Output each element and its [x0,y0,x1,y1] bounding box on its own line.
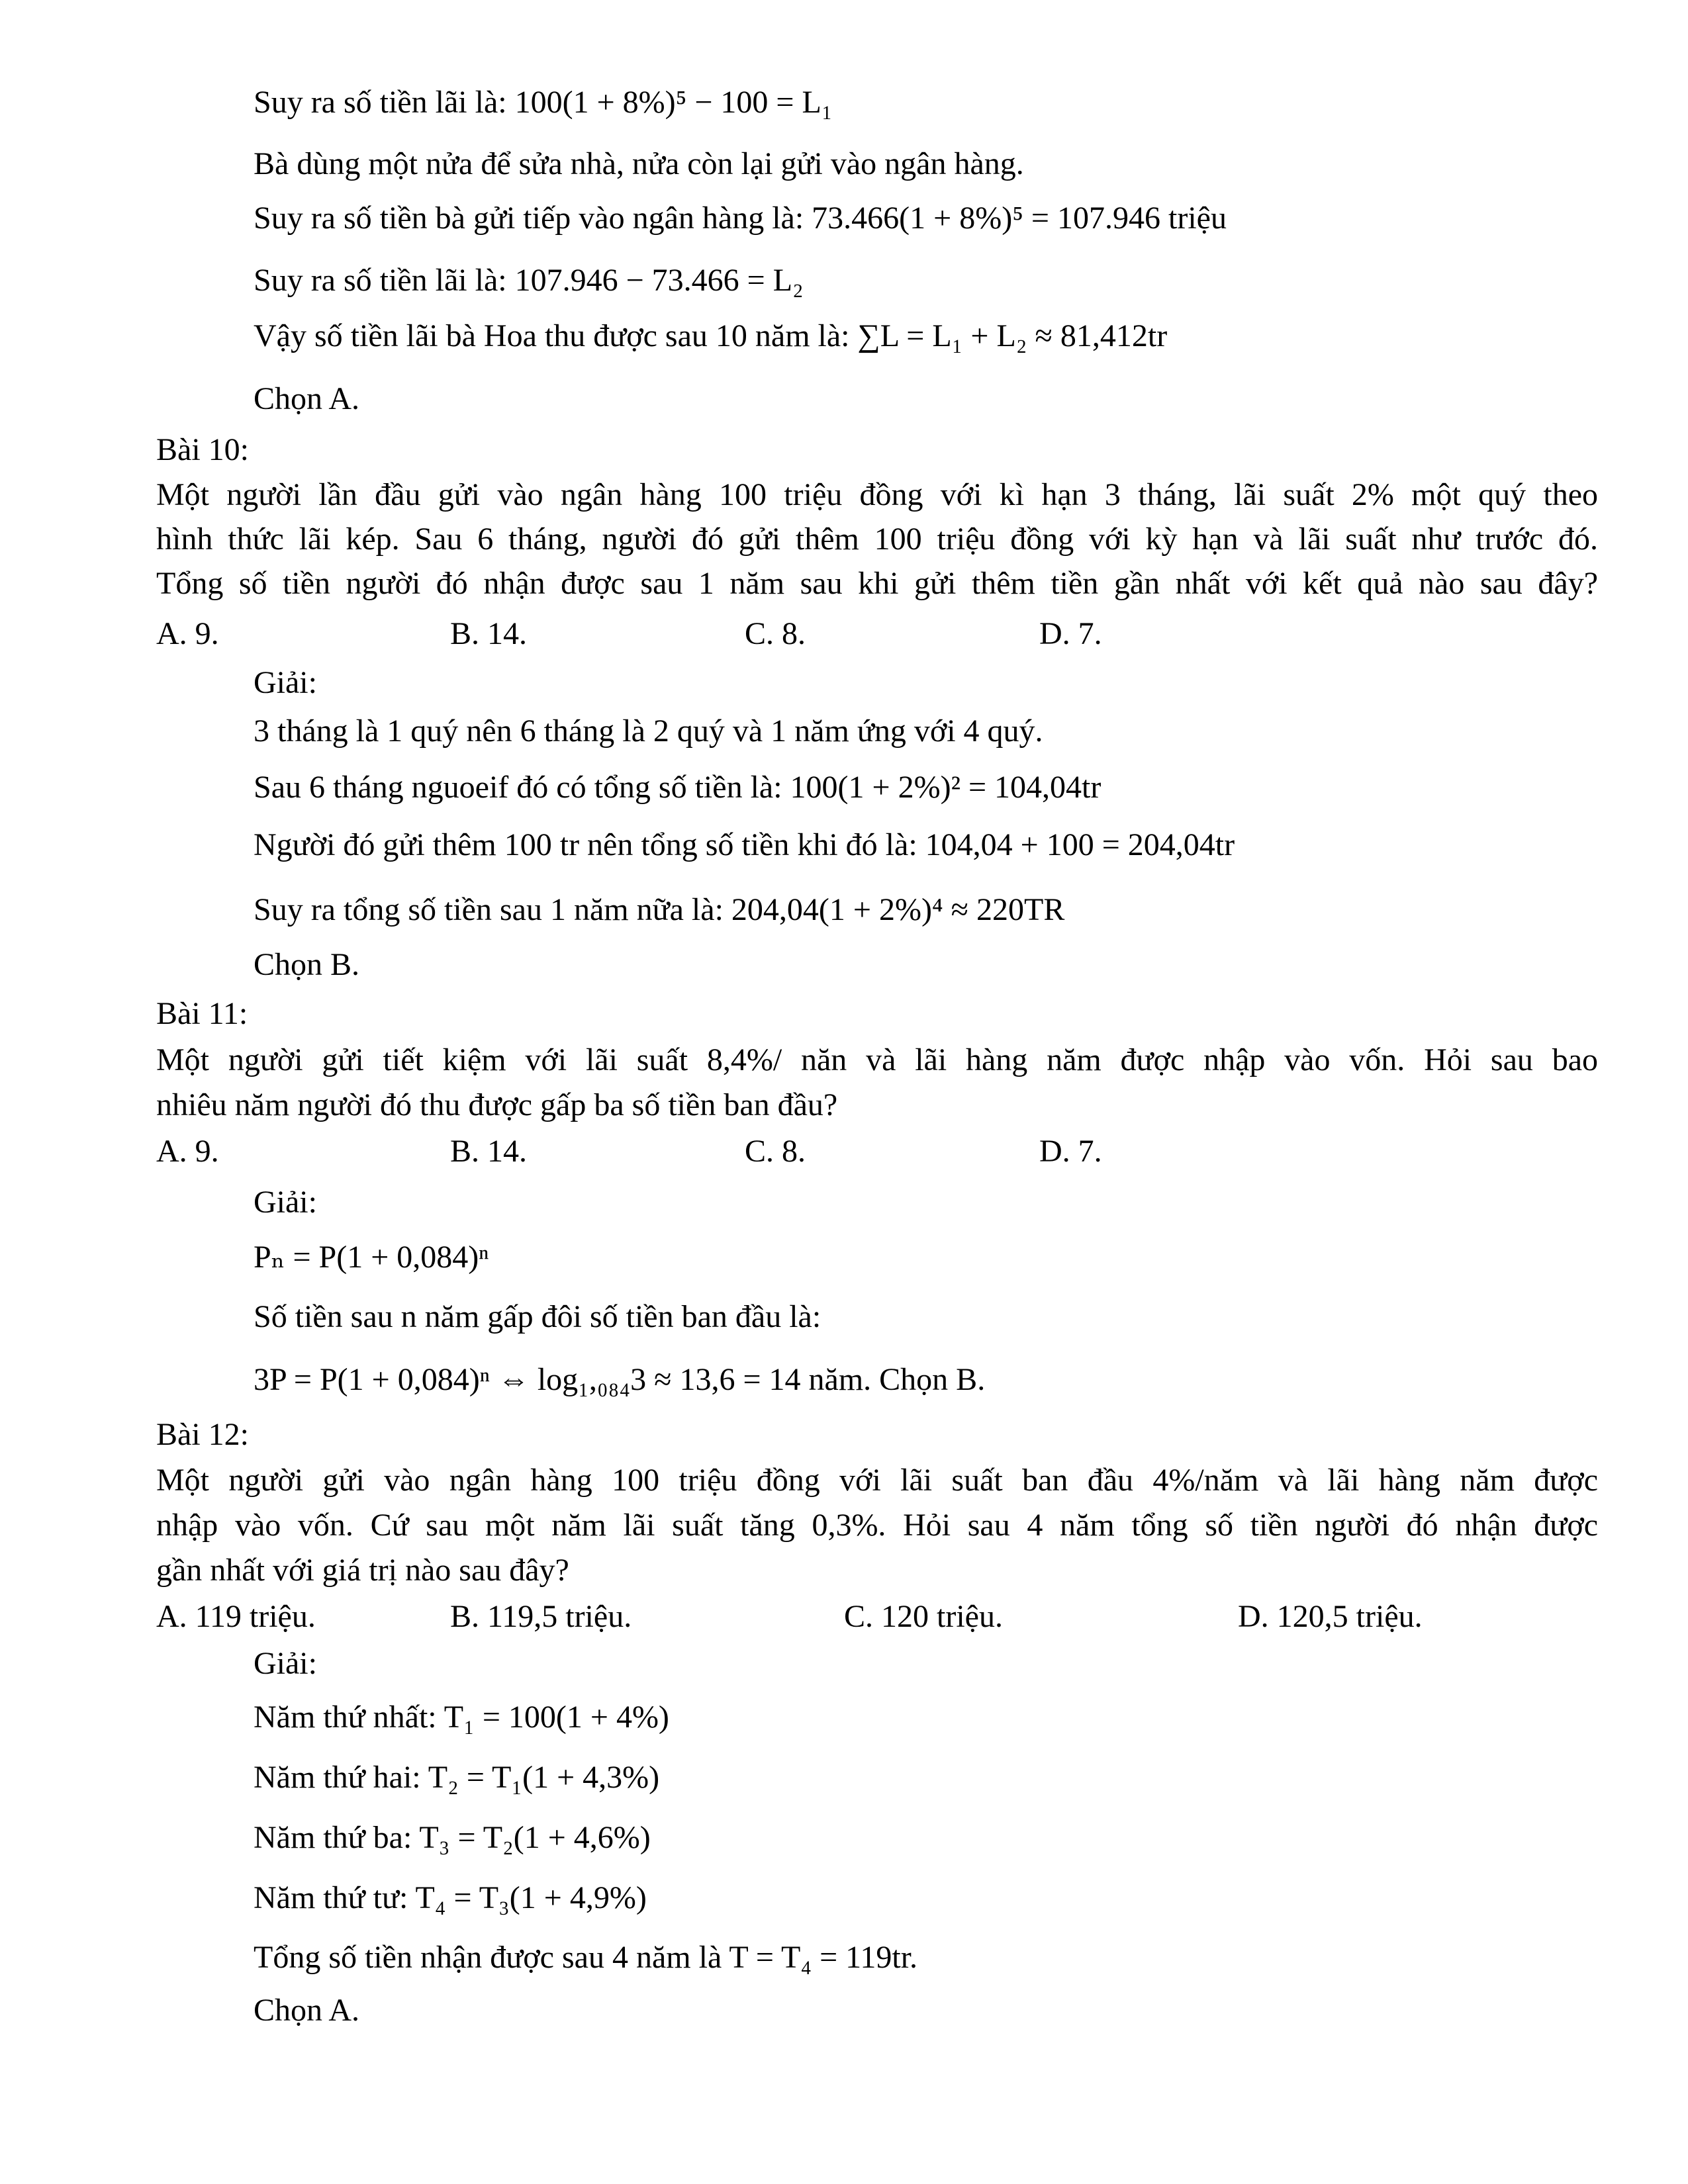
problem-11-title: Bài 11: [156,996,248,1031]
problem-10-solution-line-3: Người đó gửi thêm 100 tr nên tổng số tiền khi đó là: 104,04 + 100 = 204,04tr [254,827,1235,862]
problem-12-option-b: B. 119,5 triệu. [450,1599,632,1634]
problem-12-question-line-1: Một người gửi vào ngân hàng 100 triệu đồng với lãi suất ban đầu 4%/năm và lãi hàng năm được [156,1463,1598,1498]
solution-line-half-repair: Bà dùng một nửa để sửa nhà, nửa còn lại gửi vào ngân hàng. [254,146,1024,181]
problem-11-formula: Pₙ = P(1 + 0,084)ⁿ [254,1240,489,1275]
problem-10-option-c: C. 8. [745,616,806,651]
problem-12-question-line-2: nhập vào vốn. Cứ sau một năm lãi suất tăng 0,3%. Hỏi sau 4 năm tổng số tiền người đó nhận được [156,1508,1598,1543]
problem-10-title: Bài 10: [156,432,249,467]
problem-12-solution-year-3: Năm thứ ba: T₃ = T₂(1 + 4,6%) [254,1820,651,1855]
solution-line-total-interest: Vậy số tiền lãi bà Hoa thu được sau 10 năm là: ∑L = L₁ + L₂ ≈ 81,412tr [254,318,1168,353]
problem-11-option-d: D. 7. [1039,1134,1102,1169]
problem-11-option-a: A. 9. [156,1134,219,1169]
problem-12-option-d: D. 120,5 triệu. [1238,1599,1423,1634]
problem-10-option-d: D. 7. [1039,616,1102,651]
problem-10-question-line-3: Tổng số tiền người đó nhận được sau 1 năm sau khi gửi thêm tiền gần nhất với kết quả nào sau đây? [156,566,1598,601]
problem-10-option-b: B. 14. [450,616,528,651]
problem-11-solution-line-2: Số tiền sau n năm gấp đôi số tiền ban đầu là: [254,1299,821,1334]
problem-12-solution-year-1: Năm thứ nhất: T₁ = 100(1 + 4%) [254,1700,669,1735]
problem-10-solution-heading: Giải: [254,665,317,700]
problem-11-option-b: B. 14. [450,1134,528,1169]
problem-12-option-c: C. 120 triệu. [844,1599,1003,1634]
problem-10-question-line-1: Một người lần đầu gửi vào ngân hàng 100 triệu đồng với kì hạn 3 tháng, lãi suất 2% một quý theo [156,477,1598,512]
problem-12-choice: Chọn A. [254,1993,360,2028]
problem-12-solution-total: Tổng số tiền nhận được sau 4 năm là T = T₄ = 119tr. [254,1940,918,1975]
problem-11-option-c: C. 8. [745,1134,806,1169]
problem-12-title: Bài 12: [156,1417,249,1452]
problem-12-question-line-3: gần nhất với giá trị nào sau đây? [156,1553,569,1588]
choice-answer-a: Chọn A. [254,381,360,416]
solution-line-interest-1: Suy ra số tiền lãi là: 100(1 + 8%)⁵ − 100 = L₁ [254,85,833,120]
problem-12-option-a: A. 119 triệu. [156,1599,316,1634]
problem-11-solution-line-3: 3P = P(1 + 0,084)ⁿ ⇔ log₁,₀₈₄3 ≈ 13,6 = 14 năm. Chọn B. [254,1362,986,1397]
solution-line-redeposit: Suy ra số tiền bà gửi tiếp vào ngân hàng là: 73.466(1 + 8%)⁵ = 107.946 triệu [254,201,1227,236]
problem-11-solution-heading: Giải: [254,1185,317,1220]
problem-10-solution-line-4: Suy ra tổng số tiền sau 1 năm nữa là: 204,04(1 + 2%)⁴ ≈ 220TR [254,892,1065,927]
problem-10-question-line-2: hình thức lãi kép. Sau 6 tháng, người đó gửi thêm 100 triệu đồng với kỳ hạn và lãi suất như trước đó. [156,522,1598,557]
problem-10-solution-line-1: 3 tháng là 1 quý nên 6 tháng là 2 quý và 1 năm ứng với 4 quý. [254,713,1043,749]
problem-12-solution-year-4: Năm thứ tư: T₄ = T₃(1 + 4,9%) [254,1880,647,1915]
problem-10-solution-line-2: Sau 6 tháng nguoeif đó có tổng số tiền là: 100(1 + 2%)² = 104,04tr [254,770,1102,805]
problem-10-choice: Chọn B. [254,947,360,982]
problem-12-solution-year-2: Năm thứ hai: T₂ = T₁(1 + 4,3%) [254,1760,660,1795]
problem-12-solution-heading: Giải: [254,1646,317,1681]
problem-11-question-line-1: Một người gửi tiết kiệm với lãi suất 8,4%/ năn và lãi hàng năm được nhập vào vốn. Hỏi sau bao [156,1042,1598,1077]
problem-11-question-line-2: nhiêu năm người đó thu được gấp ba số tiền ban đầu? [156,1087,838,1122]
problem-10-option-a: A. 9. [156,616,219,651]
solution-line-interest-2: Suy ra số tiền lãi là: 107.946 − 73.466 = L₂ [254,263,804,298]
